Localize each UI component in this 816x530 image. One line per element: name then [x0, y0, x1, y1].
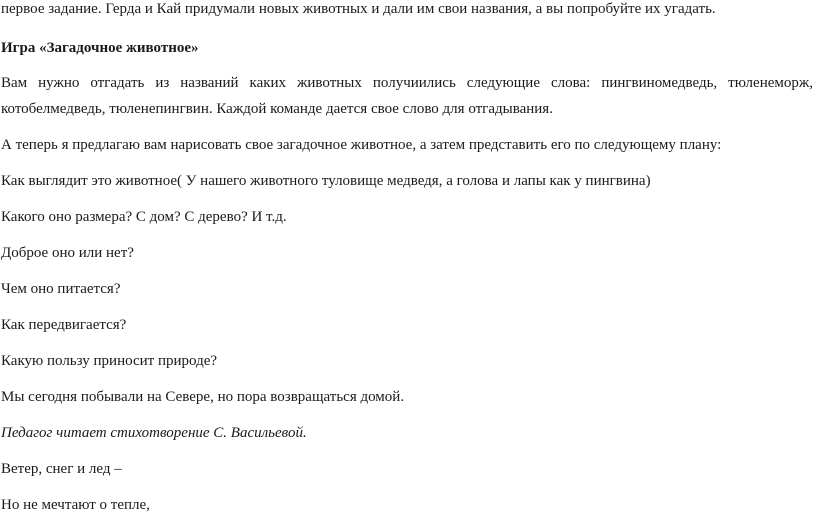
paragraph-intro: первое задание. Герда и Кай придумали новых животных и дали им свои названия, а вы попробуйте их угадать. — [1, 1, 716, 17]
question-size: Какого оно размера? С дом? С дерево? И т.д. — [1, 209, 287, 225]
question-food: Чем оно питается? — [1, 281, 121, 297]
paragraph-return-home: Мы сегодня побывали на Севере, но пора возвращаться домой. — [1, 389, 405, 405]
paragraph-drawing-instruction: А теперь я предлагаю вам нарисовать свое загадочное животное, а затем представить его по следующему плану: — [1, 137, 722, 153]
question-kindness: Доброе оно или нет? — [1, 245, 134, 261]
poem-line-2: Но не мечтают о тепле, — [1, 497, 150, 513]
question-movement: Как передвигается? — [1, 317, 127, 333]
poem-line-1: Ветер, снег и лед – — [1, 461, 122, 477]
question-benefit: Какую пользу приносит природе? — [1, 353, 218, 369]
teacher-note: Педагог читает стихотворение С. Васильевой. — [1, 425, 307, 441]
paragraph-task-line-2: котобелмедведь, тюленепингвин. Каждой команде дается свое слово для отгадывания. — [1, 101, 553, 117]
question-appearance: Как выглядит это животное( У нашего животного туловище медведя, а голова и лапы как у пингвина) — [1, 173, 651, 189]
game-heading: Игра «Загадочное животное» — [1, 40, 199, 56]
paragraph-task-line-1: Вам нужно отгадать из названий каких животных получиились следующие слова: пингвиномедведь, тюленеморж, — [1, 75, 813, 91]
